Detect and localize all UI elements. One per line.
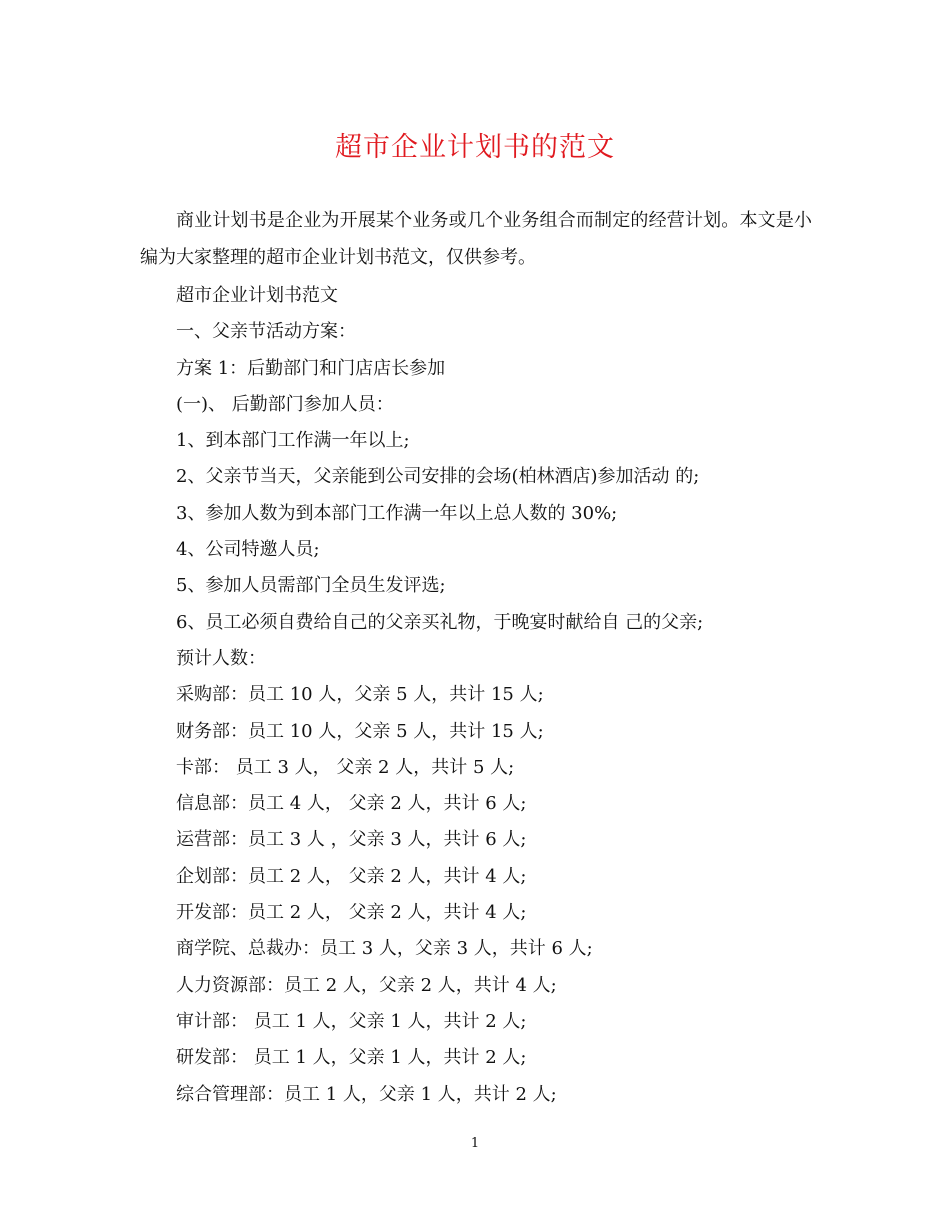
body-line: 4、公司特邀人员; bbox=[176, 539, 320, 561]
body-line: 人力资源部：员工 2 人，父亲 2 人，共计 4 人; bbox=[176, 974, 557, 996]
body-line: 信息部：员工 4 人， 父亲 2 人，共计 6 人; bbox=[176, 793, 527, 815]
body-line: 采购部：员工 10 人，父亲 5 人，共计 15 人; bbox=[176, 684, 544, 706]
body-line: 超市企业计划书范文 bbox=[176, 285, 338, 306]
body-line: 6、员工必须自费给自己的父亲买礼物，于晚宴时献给自 己的父亲; bbox=[176, 611, 704, 633]
body-lines bbox=[176, 278, 816, 1113]
document-title: 超市企业计划书的范文 bbox=[335, 132, 615, 163]
body-line: 开发部：员工 2 人， 父亲 2 人，共计 4 人; bbox=[176, 902, 527, 924]
intro-paragraph: 商业计划书是企业为开展某个业务或几个业务组合而制定的经营计划。本文是小编为大家整理的超市企业计划书范文，仅供参考。 bbox=[140, 210, 812, 268]
body-line: 财务部：员工 10 人，父亲 5 人，共计 15 人; bbox=[176, 720, 544, 742]
body-line: 预计人数： bbox=[176, 647, 266, 669]
body-line: 运营部：员工 3 人 ，父亲 3 人，共计 6 人; bbox=[176, 829, 527, 851]
body-line: 3、参加人数为到本部门工作满一年以上总人数的 30%; bbox=[176, 502, 618, 524]
body-line: 2、父亲节当天，父亲能到公司安排的会场(柏林酒店)参加活动 的; bbox=[176, 466, 700, 488]
body-line: 1、到本部门工作满一年以上; bbox=[176, 430, 410, 452]
body-line: 商学院、总裁办：员工 3 人，父亲 3 人，共计 6 人; bbox=[176, 938, 593, 960]
body-line: (一)、 后勤部门参加人员： bbox=[176, 393, 394, 415]
body-line: 企划部：员工 2 人， 父亲 2 人，共计 4 人; bbox=[176, 865, 527, 887]
page-number: 1 bbox=[470, 1136, 480, 1151]
body-line: 方案 1：后勤部门和门店店长参加 bbox=[176, 357, 446, 379]
body-line: 审计部： 员工 1 人，父亲 1 人，共计 2 人; bbox=[176, 1010, 527, 1032]
body-line: 5、参加人员需部门全员生发评选; bbox=[176, 575, 446, 597]
body-line: 综合管理部：员工 1 人，父亲 1 人，共计 2 人; bbox=[176, 1083, 557, 1105]
body-line: 卡部： 员工 3 人， 父亲 2 人，共计 5 人; bbox=[176, 756, 515, 778]
body-line: 研发部： 员工 1 人，父亲 1 人，共计 2 人; bbox=[176, 1047, 527, 1069]
body-line: 一、父亲节活动方案： bbox=[176, 321, 356, 343]
